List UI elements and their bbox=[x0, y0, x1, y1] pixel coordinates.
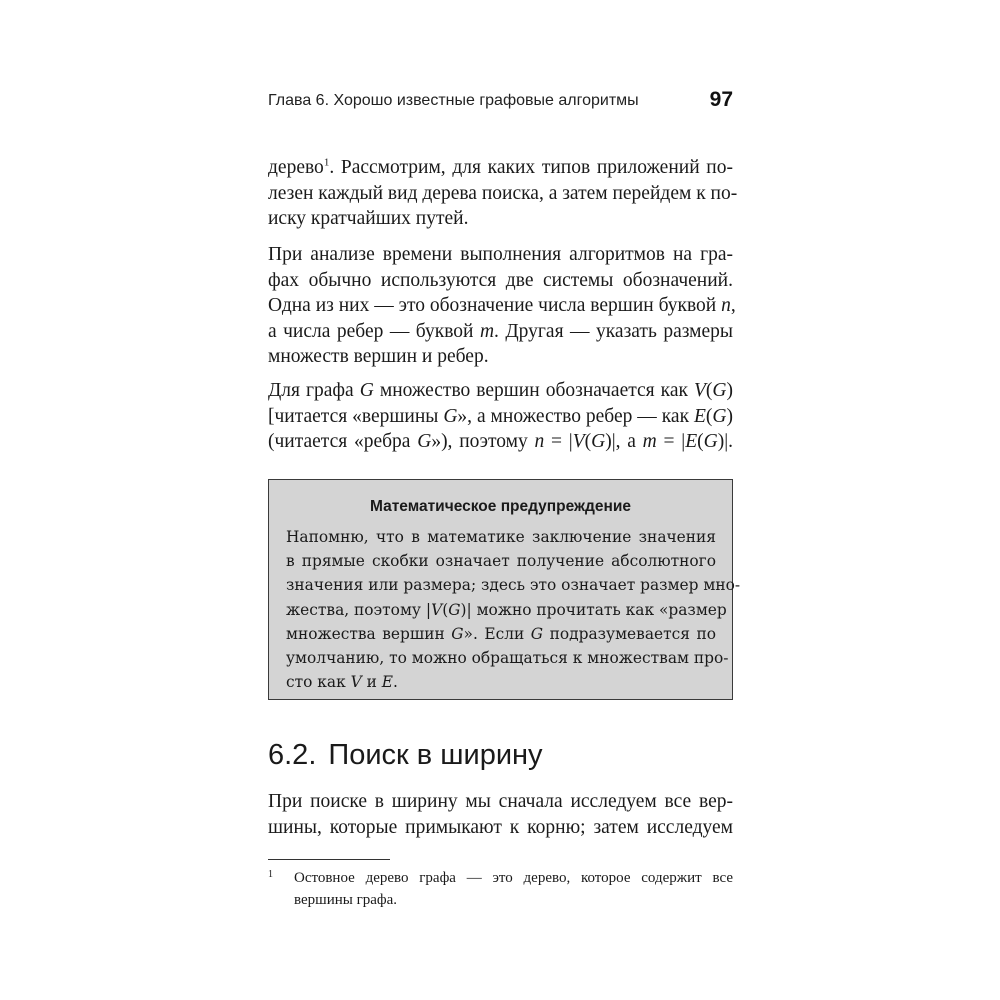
math-variable: G bbox=[591, 431, 606, 452]
text-line bbox=[268, 429, 733, 455]
text-span: Одна из них — это обозначение числа вершин буквой bbox=[268, 295, 722, 316]
math-variable: G bbox=[417, 431, 432, 452]
text-line: фах обычно используются две системы обозначений. bbox=[268, 269, 733, 291]
text-line: значения или размера; здесь это означает размер мно- bbox=[286, 576, 741, 595]
text-span: и bbox=[361, 673, 382, 692]
math-variable: n bbox=[534, 431, 545, 452]
text-span: ( bbox=[697, 431, 704, 452]
math-variable: G bbox=[448, 600, 461, 619]
text-line: в прямые скобки означает получение абсолютного bbox=[286, 552, 716, 571]
text-span: = | bbox=[544, 431, 573, 452]
text-span: [читается «вершины bbox=[268, 405, 444, 427]
text-line bbox=[286, 622, 716, 646]
text-line: умолчанию, то можно обращаться к множествам про- bbox=[286, 649, 729, 668]
text-span: ( bbox=[705, 380, 713, 401]
text-span: ( bbox=[442, 600, 449, 619]
text-span: )|, а bbox=[605, 431, 643, 452]
text-line bbox=[268, 293, 736, 319]
footnote-text bbox=[294, 867, 733, 911]
text-span: »), поэтому bbox=[431, 431, 535, 452]
math-variable: V bbox=[572, 431, 585, 452]
running-title: Глава 6. Хорошо известные графовые алгоритмы bbox=[268, 92, 639, 109]
text-span: множество вершин обозначается как bbox=[373, 380, 694, 401]
footnote-reference: 1 bbox=[323, 156, 330, 169]
text-span: ( bbox=[705, 405, 713, 427]
text-line bbox=[268, 378, 733, 404]
paragraph-3 bbox=[268, 378, 733, 455]
text-span: )| можно прочитать как «размер bbox=[460, 600, 727, 619]
paragraph-4 bbox=[268, 789, 733, 840]
text-span: дерево bbox=[268, 157, 324, 178]
footnote-mark: 1 bbox=[268, 869, 273, 880]
math-variable: V bbox=[693, 380, 706, 401]
text-span: )|. bbox=[717, 431, 733, 452]
math-variable: G bbox=[712, 380, 727, 401]
text-span: . Рассмотрим, для каких типов приложений по- bbox=[329, 157, 733, 178]
text-span: Для графа bbox=[268, 380, 360, 401]
page-number: 97 bbox=[709, 88, 733, 111]
text-line: При анализе времени выполнения алгоритмов на гра- bbox=[268, 244, 733, 265]
math-variable: G bbox=[451, 624, 464, 643]
text-span: ( bbox=[584, 431, 592, 452]
text-line: Напомню, что в математике заключение значения bbox=[286, 528, 716, 546]
callout-body bbox=[286, 525, 741, 694]
text-span: а числа ребер — буквой bbox=[268, 320, 480, 342]
paragraph-2 bbox=[268, 242, 736, 370]
math-variable: V bbox=[431, 600, 443, 619]
text-line: вершины графа. bbox=[294, 892, 398, 908]
text-span: ) bbox=[726, 380, 733, 401]
math-variable: G bbox=[359, 380, 374, 401]
footnote-divider bbox=[268, 859, 390, 860]
text-span: (читается «ребра bbox=[268, 431, 418, 452]
section-title: Поиск в ширину bbox=[328, 739, 543, 771]
math-variable: E bbox=[685, 431, 698, 452]
text-line bbox=[286, 598, 727, 622]
math-variable: G bbox=[712, 405, 727, 427]
running-header bbox=[268, 88, 733, 118]
text-line: Остовное дерево графа — это дерево, которое содержит все bbox=[294, 870, 733, 886]
math-warning-callout bbox=[268, 479, 741, 700]
math-variable: G bbox=[703, 431, 718, 452]
text-line bbox=[268, 404, 733, 430]
section-number: 6.2. bbox=[268, 739, 317, 771]
text-span: множества вершин bbox=[286, 624, 452, 643]
math-variable: G bbox=[443, 405, 458, 427]
math-variable: V bbox=[350, 673, 362, 692]
text-span: ». Если bbox=[463, 624, 531, 643]
text-line: При поиске в ширину мы сначала исследуем все вер- bbox=[268, 791, 733, 812]
section-heading bbox=[268, 739, 543, 772]
text-span: жества, поэтому | bbox=[286, 600, 432, 619]
text-span: ) bbox=[726, 405, 733, 427]
text-line: множеств вершин и ребер. bbox=[268, 346, 489, 367]
math-variable: m bbox=[642, 431, 657, 452]
text-span: = | bbox=[656, 431, 686, 452]
math-variable: E bbox=[693, 405, 706, 427]
math-variable: m bbox=[479, 320, 495, 342]
text-span: подразумевается по bbox=[543, 624, 716, 643]
text-line: лезен каждый вид дерева поиска, а затем перейдем к по- bbox=[268, 182, 738, 204]
text-span: . Другая — указать размеры bbox=[494, 320, 733, 342]
text-line: шины, которые примыкают к корню; затем исследуем bbox=[268, 816, 733, 838]
math-variable: E bbox=[381, 673, 394, 692]
text-span: », а множество ребер — как bbox=[457, 405, 694, 427]
text-span: сто как bbox=[286, 673, 351, 692]
text-line bbox=[268, 155, 733, 181]
text-line bbox=[286, 670, 716, 694]
text-line: иску кратчайших путей. bbox=[268, 208, 469, 229]
text-span: , bbox=[730, 295, 736, 316]
text-line bbox=[268, 319, 733, 345]
math-variable: G bbox=[530, 624, 544, 643]
math-variable: n bbox=[721, 295, 731, 316]
paragraph-1 bbox=[268, 155, 738, 232]
text-span: . bbox=[393, 673, 398, 692]
callout-title: Математическое предупреждение bbox=[369, 498, 632, 515]
